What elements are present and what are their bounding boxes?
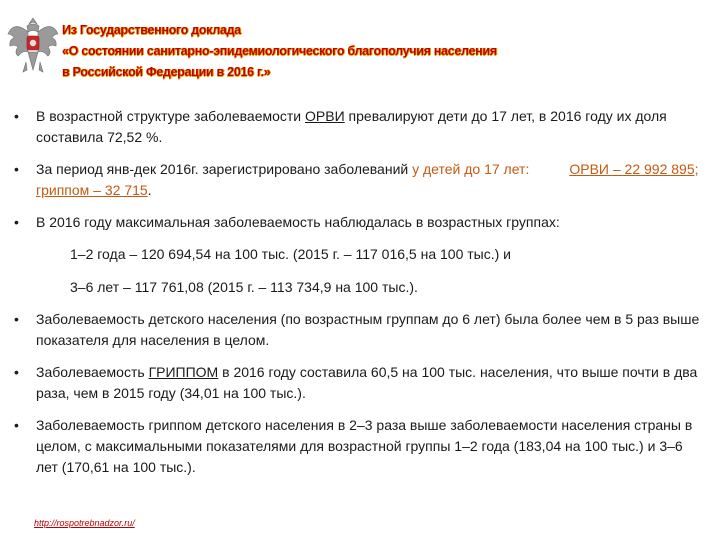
bullet-item-registered-cases [14,159,704,201]
bullet-text: В возрастной структуре заболеваемости [36,108,306,124]
bullet-text: . [147,182,152,198]
header-line-3: в Российской Федерации в 2016 г.» [62,65,271,79]
bullet-icon: • [14,417,19,433]
bullet-icon: • [14,161,19,177]
bullet-list [14,106,704,478]
orvi-term: ОРВИ [305,108,345,124]
bullet-text: Заболеваемость гриппом детского населения в 2–3 раза выше заболеваемости населения страны в целом, с максимальными показателями для возрастной группы 1–2 года (183,04 на 100 тыс.) и 3–6 лет (170,61 на 100 тыс.). [36,417,693,475]
bullet-text: Заболеваемость [36,364,149,380]
bullet-item-orvi-structure [14,106,704,148]
bullet-text: За период янв-дек 2016г. зарегистрировано заболеваний [36,161,413,177]
children-highlight: у детей до 17 лет: [412,161,530,177]
cases-highlight: ОРВИ – 22 992 895; гриппом – 32 715 [36,161,699,198]
bullet-icon: • [14,108,19,124]
bullet-text: В 2016 году максимальная заболеваемость наблюдалась в возрастных группах: [36,214,560,230]
report-header [62,20,562,83]
bullet-icon: • [14,311,19,327]
age-group-1-2: 1–2 года – 120 694,54 на 100 тыс. (2015 г. – 117 016,5 на 100 тыс.) и [70,246,511,262]
bullet-icon: • [14,364,19,380]
bullet-text: превалируют дети до 17 лет, в 2016 году их доля составила 72,52 %. [36,108,667,145]
bullet-icon: • [14,214,19,230]
bullet-text: в 2016 году составила 60,5 на 100 тыс. населения, что выше почти в два раза, чем в 2015 году (34,01 на 100 тыс.). [36,364,698,401]
bullet-text: Заболеваемость детского населения (по возрастным группам до 6 лет) была более чем в 5 раз выше показателя для населения в целом. [36,311,700,348]
coat-of-arms-icon [6,12,60,76]
header-line-2: «О состоянии санитарно-эпидемиологического благополучия населения [62,44,497,58]
bullet-item-age-groups [14,212,704,233]
header-line-1: Из Государственного доклада [62,23,241,37]
source-link[interactable]: http://rospotrebnadzor.ru/ [34,518,135,528]
flu-term: ГРИППОМ [148,364,219,380]
bullet-item-child-flu [14,415,704,478]
bullet-item-child-incidence [14,309,704,351]
age-group-3-6: 3–6 лет – 117 761,08 (2015 г. – 113 734,9 на 100 тыс.). [70,279,418,295]
bullet-item-flu-incidence [14,362,704,404]
